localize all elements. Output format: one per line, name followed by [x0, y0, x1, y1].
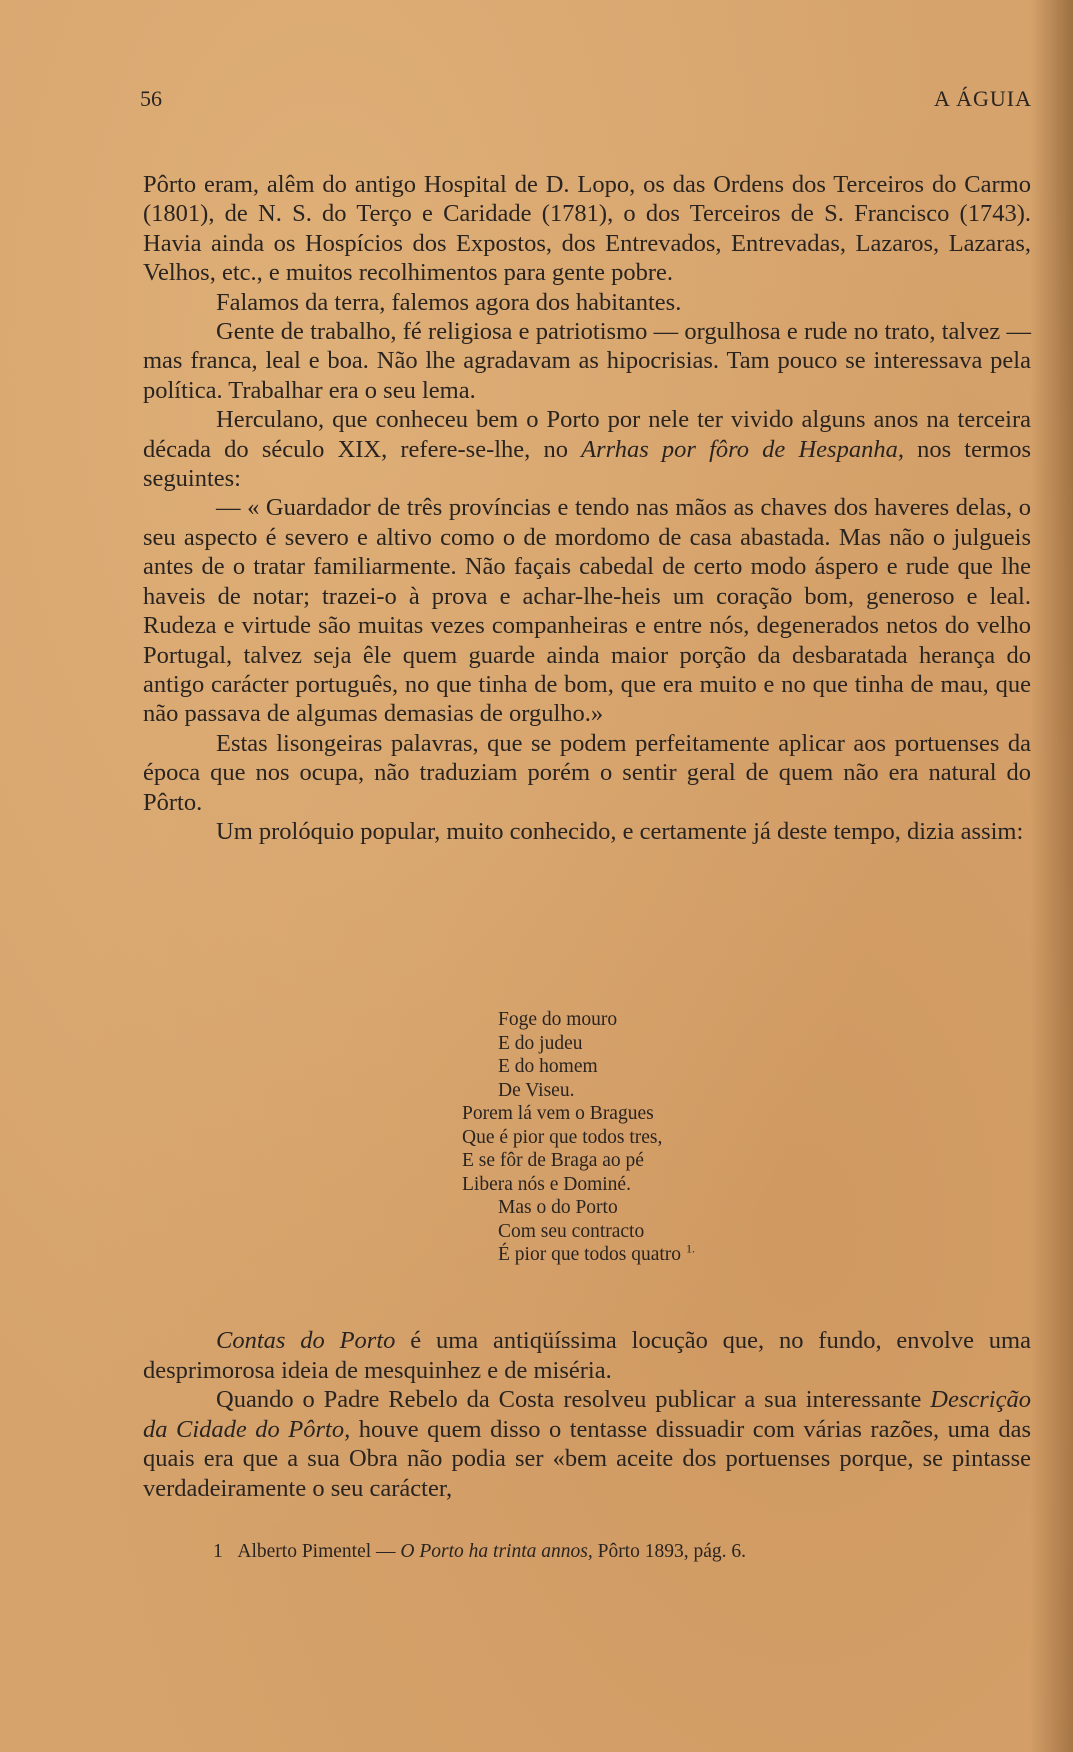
paragraph-4-text-b: nos termos seguintes:	[143, 435, 1031, 493]
paragraph-8-text: é uma antiqüíssima locução que, no fundo, envolve uma desprimorosa ideia de mesquinhez e de miséria.	[143, 1327, 1031, 1384]
main-text-continued	[143, 1326, 1031, 1504]
verse-line: Foge do mouro	[498, 1009, 618, 1030]
verse-line: Porem lá vem o Bragues	[462, 1103, 654, 1124]
paragraph-9-text-a: Quando o Padre Rebelo da Costa resolveu publicar a sua interessante	[216, 1386, 931, 1414]
verse-line-last-text: É pior que todos quatro	[498, 1244, 682, 1265]
verse-line: Com seu contracto	[498, 1220, 645, 1242]
footnote-text-b: Pôrto 1893, pág. 6.	[592, 1541, 747, 1562]
paragraph-6: Estas lisongeiras palavras, que se podem perfeitamente aplicar aos portuenses da época que nos ocupa, não traduziam porém o sentir geral de quem não era natural do Pôrto.	[143, 729, 1031, 816]
verse-line: De Viseu.	[498, 1079, 575, 1101]
paragraph-1: Pôrto eram, alêm do antigo Hospital de D. Lopo, os das Ordens dos Terceiros do Carmo (1801), de N. S. do Terço e Caridade (1781), o dos Terceiros de S. Francisco (1743). Havia ainda os Hospícios dos Expostos, dos Entrevados, Entrevadas, Lazaros, Lazaras, Velhos, etc., e muitos recolhimentos para gente pobre.	[143, 171, 1031, 287]
footnote	[213, 1540, 1033, 1564]
paragraph-7: Um prolóquio popular, muito conhecido, e certamente já deste tempo, dizia assim:	[216, 817, 1024, 845]
paragraph-3: Gente de trabalho, fé religiosa e patriotismo — orgulhosa e rude no trato, talvez — mas franca, leal e boa. Não lhe agradavam as hipocrisias. Tam pouco se interessava pela política. Trabalhar era o seu lema.	[143, 318, 1031, 404]
book-title-descricao: Descrição da Cidade do Pôrto,	[143, 1386, 1031, 1443]
paragraph-4-text-a: Herculano, que conheceu bem o Porto por nele ter vivido alguns anos na terceira década do século XIX, refere-se-lhe, no	[143, 406, 1031, 463]
paragraph-9	[143, 1385, 1031, 1503]
verse-line: Que é pior que todos tres,	[462, 1126, 663, 1148]
footnote-text-a: Alberto Pimentel —	[237, 1541, 401, 1562]
paragraph-4	[143, 405, 1031, 493]
main-text	[143, 170, 1031, 846]
paragraph-2: Falamos da terra, falemos agora dos habitantes.	[216, 288, 682, 316]
verse-line: E do judeu	[498, 1032, 583, 1054]
verse-line: Mas o do Porto	[498, 1197, 618, 1218]
book-title-arrhas: Arrhas por fôro de Hespanha,	[581, 435, 904, 463]
footnote-book-title: O Porto ha trinta annos,	[400, 1541, 593, 1562]
verse-line: E se fôr de Braga ao pé	[462, 1150, 644, 1171]
popular-verse	[462, 1008, 882, 1267]
footnote-number: 1	[213, 1541, 223, 1562]
verse-line: Libera nós e Dominé.	[462, 1173, 631, 1195]
phrase-contas-do-porto: Contas do Porto	[216, 1327, 396, 1354]
running-title: A ÁGUIA	[933, 86, 1032, 111]
page-header	[140, 86, 1032, 120]
paragraph-5-quote: — « Guardador de três províncias e tendo nas mãos as chaves dos haveres delas, o seu aspecto é severo e altivo como o de mordomo de casa abastada. Mas não o julgueis antes de o tratar familiarmente. Não façais cabedal de certo modo áspero e rude que lhe haveis de notar; trazei-o à prova e achar-lhe-heis um coração bom, generoso e leal. Rudeza e virtude são muitas vezes companheiras e entre nós, degenerados netos do velho Portugal, talvez seja êle quem guarde ainda maior porção da desbaratada herança do antigo carácter português, no que tinha de bom, que era muito e no que tinha de mau, que não passava de algumas demasias de orgulho.»	[143, 494, 1031, 728]
paragraph-9-text-b: houve quem disso o tentasse dissuadir com várias razões, uma das quais era que a sua Obra não podia ser «bem aceite dos portuenses porque, se pintasse verdadeiramente o seu carácter,	[143, 1415, 1031, 1502]
footnote-mark: 1.	[685, 1241, 695, 1256]
paragraph-8	[143, 1326, 1031, 1385]
verse-line: E do homem	[498, 1056, 598, 1077]
page-number: 56	[140, 86, 162, 111]
verse-line-last	[462, 1243, 882, 1267]
